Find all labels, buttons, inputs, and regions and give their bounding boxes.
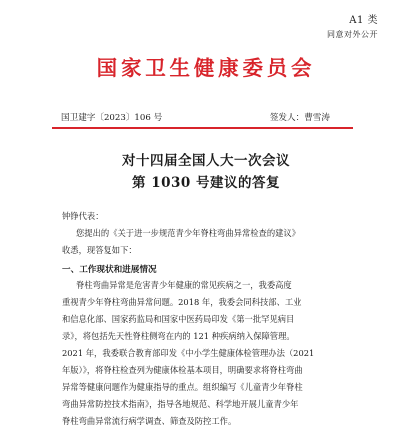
paragraph-line: 脊柱弯曲异常流行病学调查、筛查及防控工作。 (62, 416, 237, 426)
paragraph-line: 和信息化部、国家药监局和国家中医药局印发《第一批罕见病目 (62, 314, 295, 324)
paragraph-line: 重视青少年脊柱弯曲异常问题。2018 年，我委会同科技部、工业 (62, 297, 302, 307)
disclosure-label: 同意对外公开 (327, 30, 378, 39)
classification-label: A1 类 (349, 15, 378, 26)
salutation: 钟铮代表： (62, 211, 104, 221)
paragraph-line: 2021 年，我委联合教育部印发《中小学生健康体检管理办法（2021 (62, 348, 315, 358)
signer: 签发人：曹雪涛 (269, 113, 330, 123)
intro-paragraph-line: 您提出的《关于进一步规范青少年脊柱弯曲异常检查的建议》 (76, 228, 301, 238)
intro-paragraph-line: 收悉，现答复如下： (62, 245, 137, 255)
paragraph-line: 弯曲异常防控技术指南》，指导各地规范、科学地开展儿童青少年 (62, 399, 299, 409)
section-heading: 一、工作现状和进展情况 (62, 265, 157, 275)
paragraph-line: 脊柱弯曲异常是危害青少年健康的常见疾病之一，我委高度 (76, 280, 292, 290)
document-title-line-2: 第 1030 号建议的答复 (132, 175, 280, 191)
document-number: 国卫建字〔2023〕106 号 (61, 113, 163, 123)
paragraph-line: 年版）》，将脊柱检查列为健康体检基本项目，明确要求将脊柱弯曲 (62, 365, 303, 375)
document-title-line-1: 对十四届全国人大一次会议 (122, 153, 290, 169)
paragraph-line: 异常等健康问题作为健康指导的重点。组织编写《儿童青少年脊柱 (62, 382, 303, 392)
red-divider-line (52, 127, 353, 129)
paragraph-line: 录》，将包括先天性脊柱侧弯在内的 121 种疾病纳入保障管理。 (62, 331, 295, 341)
agency-letterhead: 国家卫生健康委员会 (96, 56, 316, 80)
